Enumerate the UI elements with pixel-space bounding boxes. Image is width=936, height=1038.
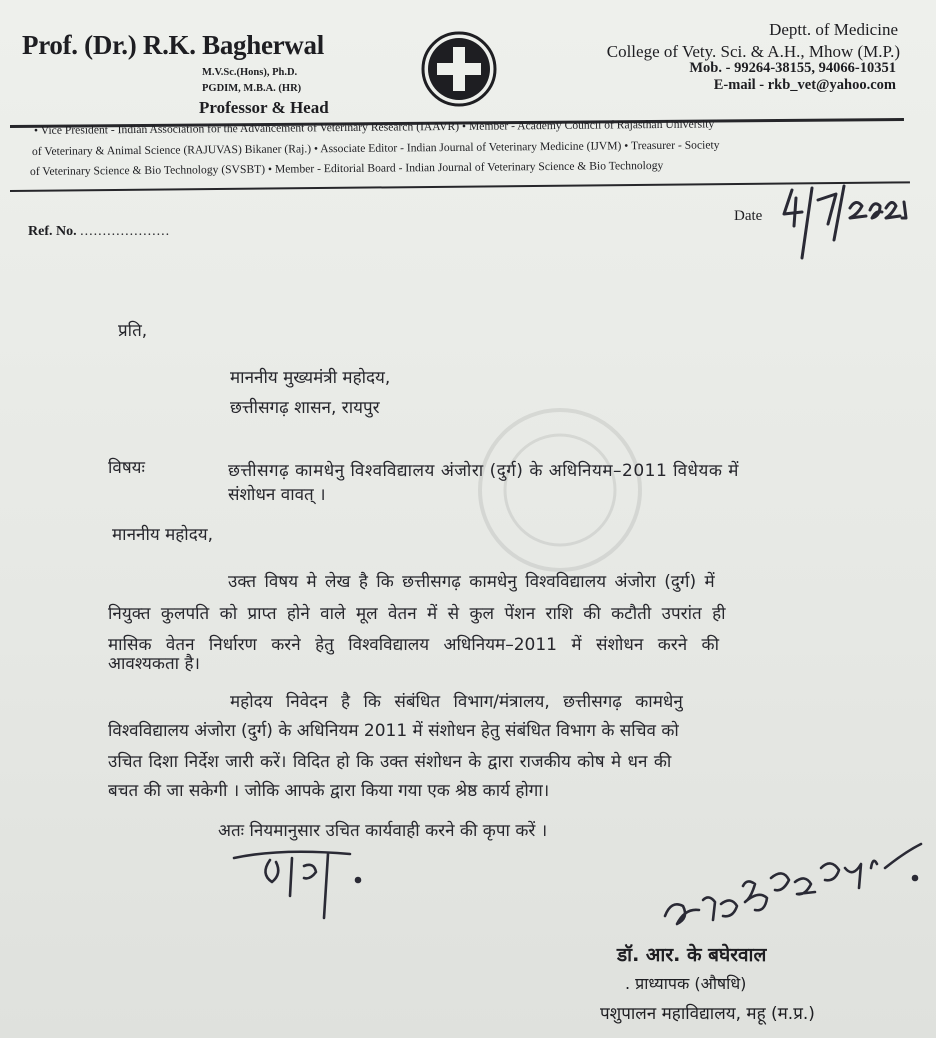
red-cross-logo-icon xyxy=(420,30,498,108)
date-label: Date xyxy=(734,208,763,224)
handwritten-signature xyxy=(655,838,925,938)
paragraph-2-line-4: बचत की जा सकेगी । जोकि आपके द्वारा किया गया एक श्रेष्ठ कार्य होगा। xyxy=(108,781,550,801)
qualifications-line-1: M.V.Sc.(Hons), Ph.D. xyxy=(202,67,298,78)
mobile-numbers: Mob. - 99264-38155, 94066-10351 xyxy=(689,60,896,76)
paragraph-2-line-2: विश्वविद्यालय अंजोरा (दुर्ग) के अधिनियम 2011 में संशोधन हेतु संबंधित विभाग के सचिव को xyxy=(108,721,679,741)
subject-line-2: संशोधन वावत् । xyxy=(228,485,326,505)
paragraph-2-line-1: महोदय निवेदन है कि संबंधित विभाग/मंत्रालय, छत्तीसगढ़ कामधेनु xyxy=(230,692,683,712)
affiliations-line-3: of Veterinary Science & Bio Technology (SVSBT) • Member - Editorial Board - Indian Journal of Veterinary Science & Bio Technology xyxy=(29,158,664,178)
qualifications-line-2: PGDIM, M.B.A. (HR) xyxy=(202,83,302,94)
faint-stamp-mark xyxy=(470,400,650,580)
signatory-designation: . प्राध्यापक (औषधि) xyxy=(625,974,747,993)
paragraph-3: अतः नियमानुसार उचित कार्यवाही करने की कृपा करें । xyxy=(218,821,548,841)
ref-dots: .................... xyxy=(80,224,171,239)
handwritten-left-mark xyxy=(230,840,380,925)
addressee-line-1: माननीय मुख्यमंत्री महोदय, xyxy=(230,368,391,388)
header-rule-bottom xyxy=(10,181,910,192)
affiliations-line-1: • Vice President - Indian Association for the Advancement of Veterinary Research (IAAVR) • Member - Academy Council of Rajasthan University xyxy=(33,117,715,137)
paragraph-2-line-3: उचित दिशा निर्देश जारी करें। विदित हो कि उक्त संशोधन के द्वारा राजकीय कोष मे धन की xyxy=(108,752,672,772)
handwritten-date xyxy=(778,180,923,260)
addressee-line-2: छत्तीसगढ़ शासन, रायपुर xyxy=(230,398,380,418)
paragraph-1-line-3: मासिक वेतन निर्धारण करने हेतु विश्वविद्यालय अधिनियम–2011 में संशोधन करने की xyxy=(108,635,720,655)
subject-label: विषयः xyxy=(108,458,145,478)
paragraph-1-line-4: आवश्यकता है। xyxy=(108,654,200,674)
ref-label: Ref. No. xyxy=(28,224,77,239)
paragraph-1-line-2: नियुक्त कुलपति को प्राप्त होने वाले मूल वेतन में से कुल पेंशन राशि की कटौती उपरांत ही xyxy=(108,604,726,624)
signatory-institution: पशुपालन महाविद्यालय, महू (म.प्र.) xyxy=(600,1004,815,1024)
email-address: E-mail - rkb_vet@yahoo.com xyxy=(713,77,896,93)
subject-line-1: छत्तीसगढ़ कामधेनु विश्वविद्यालय अंजोरा (दुर्ग) के अधिनियम–2011 विधेयक में xyxy=(228,461,739,481)
sender-designation: Professor & Head xyxy=(199,98,329,117)
affiliations-line-2: of Veterinary & Animal Science (RAJUVAS) Bikaner (Raj.) • Associate Editor - Indian Journal of Veterinary Medicine (IJVM) • Treasurer - Society xyxy=(31,138,720,158)
sender-name: Prof. (Dr.) R.K. Bagherwal xyxy=(22,30,324,60)
signatory-name: डॉ. आर. के बघेरवाल xyxy=(617,944,767,966)
paragraph-1-line-1: उक्त विषय मे लेख है कि छत्तीसगढ़ कामधेनु विश्वविद्यालय अंजोरा (दुर्ग) में xyxy=(228,572,715,592)
reference-number xyxy=(28,224,170,240)
college: College of Vety. Sci. & A.H., Mhow (M.P.) xyxy=(606,42,900,61)
letter-to: प्रति, xyxy=(118,321,148,341)
department: Deptt. of Medicine xyxy=(769,20,898,39)
salutation: माननीय महोदय, xyxy=(112,525,213,545)
